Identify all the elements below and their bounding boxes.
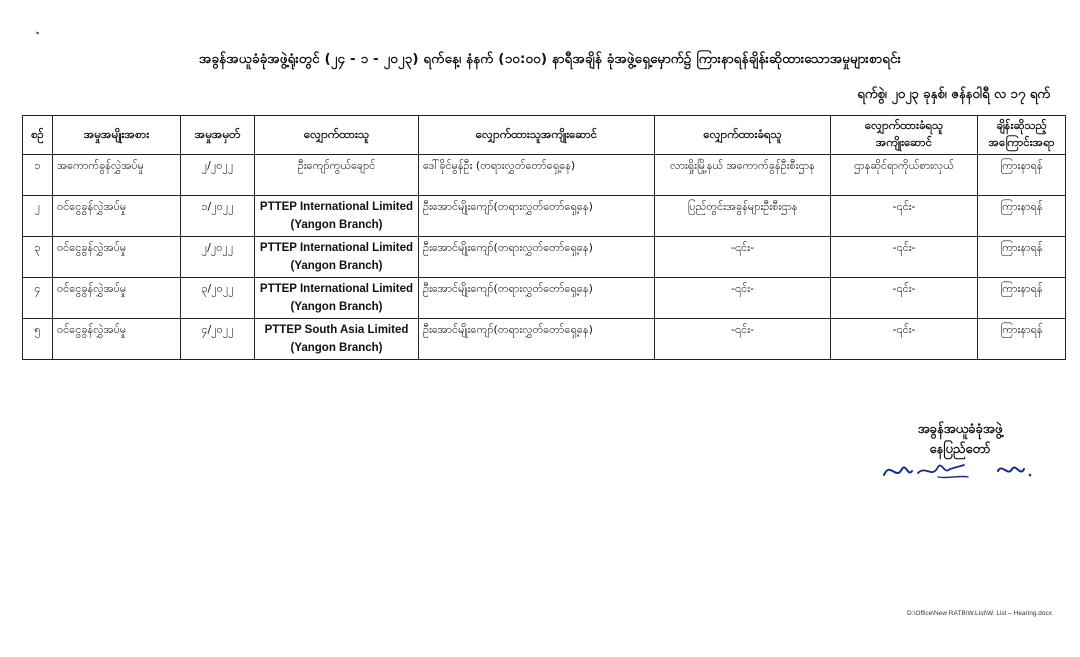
cell-no: ၁ <box>23 155 53 196</box>
cell-case-no: ၃/၂၀၂၂ <box>181 278 255 319</box>
signature-office: အခွန်အယူခံခုံအဖွဲ့ <box>917 422 1003 437</box>
cell-subject: ကြားနာရန် <box>978 196 1066 237</box>
table-row <box>23 196 1066 237</box>
cell-respondent-rep: -၎င်း- <box>831 196 978 237</box>
cell-subject: ကြားနာရန် <box>978 278 1066 319</box>
cell-applicant-rep: ဦးအောင်မျိုးကျော်(တရားလွှတ်တော်ရှေ့နေ) <box>419 319 655 360</box>
document-title: အခွန်အယူခံခုံအဖွဲ့ရုံးတွင် (၂၄ - ၁ - ၂၀၂၃) ရက်နေ့၊ နံနက် (၁၀:၀၀) နာရီအချိန် ခုံအဖွဲ့ရှေ့မှောက်၌ ကြားနာရန်ချိန်းဆိုထားသောအမှုများစာရင်း <box>198 51 902 67</box>
header-respondent: လျှောက်ထားခံရသူ <box>655 116 831 155</box>
file-path-footer: D:\Office\New RATB\W.List\W. List – Hearing.docx <box>907 610 1052 617</box>
cell-respondent-rep: -၎င်း- <box>831 278 978 319</box>
cell-case-no: ၂/၂၀၂၂ <box>181 155 255 196</box>
table-row <box>23 278 1066 319</box>
cell-respondent: ပြည်တွင်းအခွန်များဦးစီးဌာန <box>655 196 831 237</box>
table-header-row <box>23 116 1066 155</box>
cell-respondent-rep: ဌာနဆိုင်ရာကိုယ်စားလှယ် <box>831 155 978 196</box>
cell-applicant-rep: ဦးအောင်မျိုးကျော်(တရားလွှတ်တော်ရှေ့နေ) <box>419 237 655 278</box>
cell-respondent: -၎င်း- <box>655 319 831 360</box>
header-subject: ချိန်းဆိုသည့် အကြောင်းအရာ <box>978 116 1066 155</box>
header-case-no: အမှုအမှတ် <box>181 116 255 155</box>
cell-case-type: ဝင်ငွေခွန်လွှဲအပ်မှု <box>53 196 181 237</box>
cell-applicant: PTTEP International Limited (Yangon Branch) <box>255 196 419 237</box>
header-applicant-rep: လျှောက်ထားသူအကျိုးဆောင် <box>419 116 655 155</box>
cell-case-no: ၁/၂၀၂၂ <box>181 196 255 237</box>
cell-case-type: ဝင်ငွေခွန်လွှဲအပ်မှု <box>53 237 181 278</box>
handwritten-signature <box>880 455 1040 485</box>
cell-case-type: ဝင်ငွေခွန်လွှဲအပ်မှု <box>53 319 181 360</box>
cell-subject: ကြားနာရန် <box>978 155 1066 196</box>
cell-no: ၄ <box>23 278 53 319</box>
cell-respondent: -၎င်း- <box>655 278 831 319</box>
cell-applicant-rep: ဦးအောင်မျိုးကျော်(တရားလွှတ်တော်ရှေ့နေ) <box>419 196 655 237</box>
header-respondent-rep: လျှောက်ထားခံရသူ အကျိုးဆောင် <box>831 116 978 155</box>
signature-block <box>860 420 1060 460</box>
cell-applicant-rep: ဦးအောင်မျိုးကျော်(တရားလွှတ်တော်ရှေ့နေ) <box>419 278 655 319</box>
cell-case-no: ၂/၂၀၂၂ <box>181 237 255 278</box>
cell-case-no: ၄/၂၀၂၂ <box>181 319 255 360</box>
header-case-type: အမှုအမျိုးအစား <box>53 116 181 155</box>
signature-location: နေပြည်တော် <box>929 442 991 457</box>
cell-applicant: PTTEP International Limited (Yangon Branch) <box>255 237 419 278</box>
cell-case-type: ဝင်ငွေခွန်လွှဲအပ်မှု <box>53 278 181 319</box>
hearing-schedule-table <box>22 115 1066 360</box>
cell-respondent-rep: -၎င်း- <box>831 237 978 278</box>
cell-subject: ကြားနာရန် <box>978 237 1066 278</box>
cell-applicant: PTTEP South Asia Limited (Yangon Branch) <box>255 319 419 360</box>
cell-respondent-rep: -၎င်း- <box>831 319 978 360</box>
table-row <box>23 237 1066 278</box>
cell-no: ၂ <box>23 196 53 237</box>
scan-speck <box>36 31 40 34</box>
table-row <box>23 319 1066 360</box>
document-date: ရက်စွဲ၊ ၂၀၂၃ ခုနှစ်၊ ဇန်နဝါရီ လ ၁၇ ရက် <box>857 87 1050 102</box>
cell-respondent: -၎င်း- <box>655 237 831 278</box>
cell-respondent: လားရှိုးမြို့နယ် အကောက်ခွန်ဦးစီးဌာန <box>655 155 831 196</box>
cell-no: ၃ <box>23 237 53 278</box>
header-no: စဉ် <box>23 116 53 155</box>
cell-subject: ကြားနာရန် <box>978 319 1066 360</box>
cell-applicant-rep: ဒေါ်ခိုင်မွန်ဦး (တရားလွှတ်တော်ရှေ့နေ) <box>419 155 655 196</box>
cell-applicant: ဦးကျော်ကွယ်ချောင် <box>255 155 419 196</box>
header-applicant: လျှောက်ထားသူ <box>255 116 419 155</box>
table-row <box>23 155 1066 196</box>
cell-applicant: PTTEP International Limited (Yangon Branch) <box>255 278 419 319</box>
cell-no: ၅ <box>23 319 53 360</box>
cell-case-type: အကောက်ခွန်လွှဲအပ်မှု <box>53 155 181 196</box>
